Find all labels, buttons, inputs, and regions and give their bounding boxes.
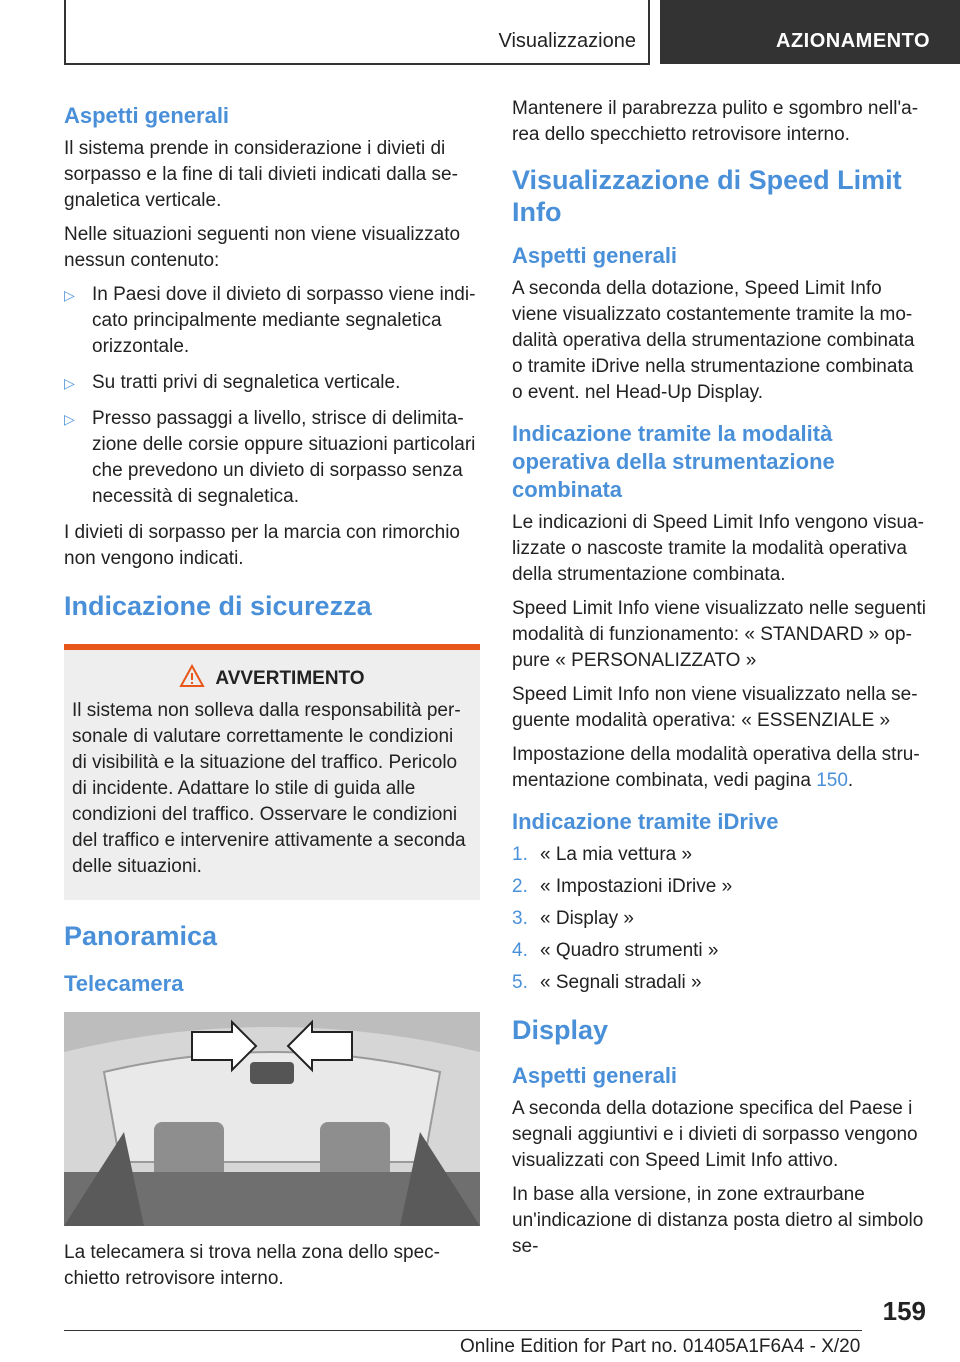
heading-indicazione-sicurezza: Indicazione di sicurezza [64,591,372,621]
heading-panoramica: Panoramica [64,921,218,951]
paragraph: Nelle situazioni seguenti non viene visualizzato nessun contenuto: [64,224,461,271]
step-item [512,842,928,868]
triangle-bullet-icon: ▷ [64,287,75,303]
list-item [64,282,480,360]
step-item [512,874,928,900]
step-text: « Display » [540,908,634,929]
step-text: « Segnali stradali » [540,972,702,993]
header-chapter-tab: AZIONAMENTO [660,0,960,64]
step-number: 4. [512,940,528,961]
step-text: « Quadro strumenti » [540,940,719,961]
paragraph: Speed Limit Info non viene visualizzato nella seguente modalità operativa: « ESSENZIALE » [512,684,918,731]
paragraph-text: . [847,770,854,791]
warning-box [64,644,480,900]
page-reference-link[interactable]: 150 [816,770,848,791]
paragraph: A seconda della dotazione, Speed Limit Info viene visualizzato costantemente tramite la modalità operativa della strumentazione combinata o tramite iDrive nella strumentazione combinata o event. nel Head-Up Display. [512,278,915,403]
footer-edition: Online Edition for Part no. 01405A1F6A4 - X/20 [460,1336,861,1357]
paragraph-text: Impostazione della modalità operativa della strumentazione combinata, vedi pagina [512,744,920,791]
step-number: 2. [512,876,528,897]
step-text: « Impostazioni iDrive » [540,876,733,897]
step-item [512,906,928,932]
triangle-bullet-icon: ▷ [64,375,75,391]
bullet-list [64,282,480,510]
list-item-text: Presso passaggi a livello, strisce di delimitazione delle corsie oppure situazioni particolari che prevedono un divieto di sorpasso senza necessità di segnaletica. [92,408,476,507]
paragraph: A seconda della dotazione specifica del Paese i segnali aggiuntivi e i divieti di sorpasso vengono visualizzati con Speed Limit Info attivo. [512,1098,918,1171]
list-item [64,406,480,510]
warning-header [72,664,472,694]
page-number: 159 [882,1296,926,1326]
header-rule [64,63,650,65]
paragraph [512,742,928,794]
page-header [0,0,960,66]
photo-caption: La telecamera si trova nella zona dello specchietto retrovisore interno. [64,1242,440,1289]
paragraph: Il sistema prende in considerazione i divieti di sorpasso e la fine di tali divieti indicati dalla segnaletica verticale. [64,138,458,211]
step-item [512,970,928,996]
header-section-title: Visualizzazione [498,30,636,52]
header-rule [64,0,66,64]
paragraph: Speed Limit Info viene visualizzato nelle seguenti modalità di funzionamento: « STANDARD » oppure « PERSONALIZZATO » [512,598,927,671]
camera-location-photo [64,1012,480,1226]
heading-aspetti-generali: Aspetti generali [64,103,230,128]
header-rule [648,0,650,64]
heading-modalita-operativa: Indicazione tramite la modalità operativa della strumentazione combinata [512,421,835,502]
right-column [512,96,928,1268]
triangle-bullet-icon: ▷ [64,411,75,427]
step-item [512,938,928,964]
heading-aspetti-generali: Aspetti generali [512,243,678,268]
step-text: « La mia vettura » [540,844,693,865]
heading-speed-limit-info: Visualizzazione di Speed Limit Info [512,165,902,227]
list-item-text: Su tratti privi di segnaletica verticale. [92,372,401,393]
list-item [64,370,480,396]
heading-telecamera: Telecamera [64,971,184,996]
warning-title: AVVERTIMENTO [215,668,365,689]
paragraph: I divieti di sorpasso per la marcia con rimorchio non vengono indicati. [64,522,460,569]
heading-indicazione-idrive: Indicazione tramite iDrive [512,809,779,834]
paragraph: In base alla versione, in zone extraurbane un'indicazione di distanza posta dietro al simbolo se- [512,1184,924,1257]
paragraph: Le indicazioni di Speed Limit Info vengono visualizzate o nascoste tramite la modalità operativa della strumentazione combinata. [512,512,924,585]
step-number: 1. [512,844,528,865]
footer-rule [64,1330,862,1331]
step-number: 3. [512,908,528,929]
left-column [64,96,480,1300]
heading-display: Display [512,1015,609,1045]
paragraph: Mantenere il parabrezza pulito e sgombro nell'area dello specchietto retrovisore interno. [512,98,919,145]
warning-triangle-icon [179,664,205,694]
steps-list [512,842,928,996]
list-item-text: In Paesi dove il divieto di sorpasso viene indicato principalmente mediante segnaletica orizzontale. [92,284,476,357]
warning-text: Il sistema non solleva dalla responsabilità personale di valutare correttamente le condizioni di visibilità e la situazione del traffico. Pericolo di incidente. Adattare lo stile di guida alle condizioni del traffico. Osservare le condizioni del traffico e intervenire attivamente a seconda delle situazioni. [72,700,466,877]
step-number: 5. [512,972,528,993]
heading-aspetti-generali: Aspetti generali [512,1063,678,1088]
